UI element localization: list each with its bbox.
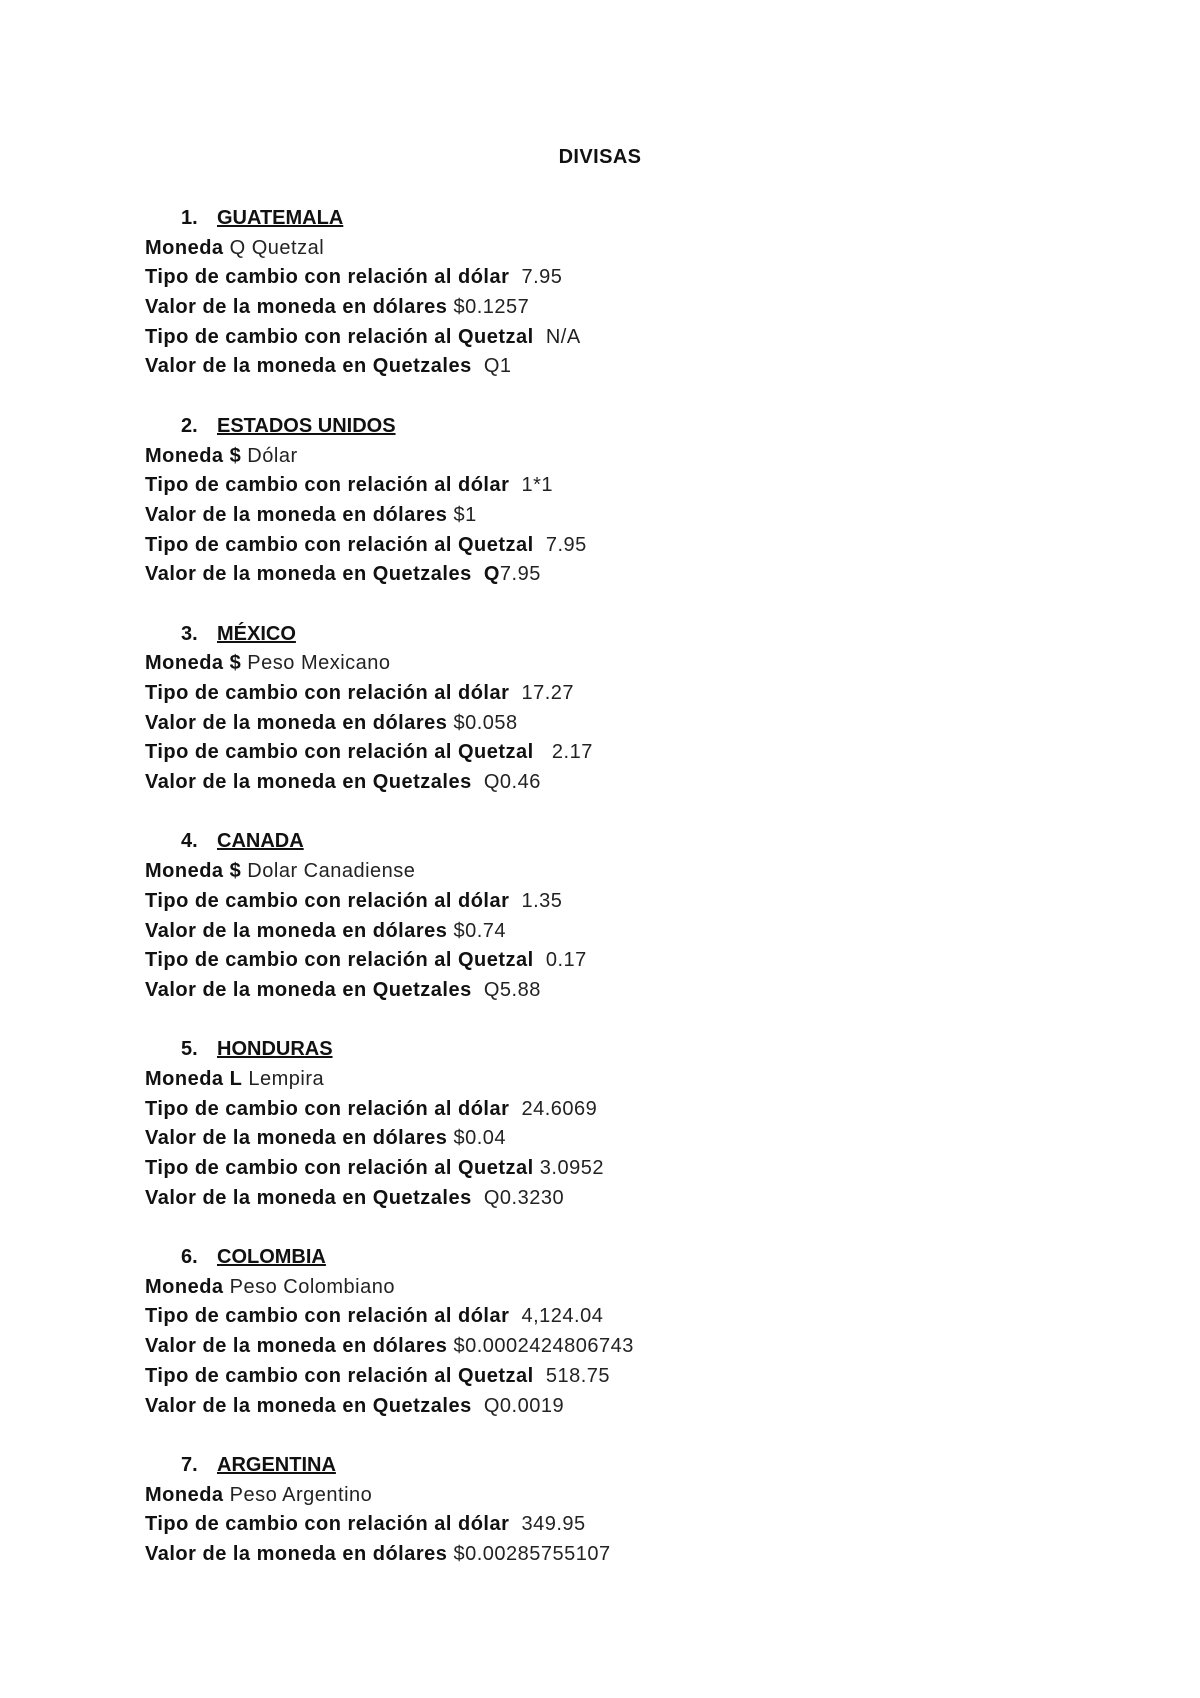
currency-row [145, 1510, 1045, 1540]
currency-row [145, 768, 1045, 798]
currency-row [145, 560, 1045, 590]
currency-row [145, 1362, 1045, 1392]
country-name: ARGENTINA [217, 1453, 336, 1476]
row-value: 7.95 [509, 266, 563, 289]
row-value: 7.95 [533, 533, 587, 556]
country-section [145, 1035, 1045, 1213]
row-value: Q5.88 [471, 978, 541, 1001]
country-number: 2. [181, 414, 198, 437]
row-value: 17.27 [509, 682, 575, 704]
currency-row [145, 1154, 1045, 1184]
row-value: 3.0952 [533, 1157, 604, 1179]
country-heading [145, 1243, 1045, 1273]
currency-row [145, 1332, 1045, 1362]
country-section [145, 1243, 1045, 1421]
currency-row [145, 946, 1045, 976]
row-label: Tipo de cambio con relación al dólar [145, 682, 510, 704]
country-heading [145, 204, 1045, 234]
row-label: Tipo de cambio con relación al dólar [145, 1097, 510, 1120]
row-value: N/A [533, 325, 581, 348]
row-label: Moneda [145, 1067, 224, 1090]
row-value: Q0.46 [471, 771, 541, 794]
country-heading [145, 827, 1045, 857]
row-label: Moneda [145, 1483, 224, 1506]
row-value: 24.6069 [509, 1097, 598, 1120]
row-value: $1 [447, 503, 477, 526]
row-value: $0.00285755107 [447, 1542, 611, 1565]
country-section [145, 204, 1045, 382]
currency-row [145, 531, 1045, 561]
row-value: Q0.0019 [471, 1394, 565, 1417]
row-label: Valor de la moneda en dólares [145, 1127, 448, 1150]
currency-row [145, 234, 1045, 264]
row-label: Moneda [145, 652, 224, 675]
row-value: Q1 [471, 355, 512, 378]
currency-row [145, 263, 1045, 293]
currency-list [145, 204, 1045, 1599]
currency-row [145, 1124, 1045, 1154]
currency-row [145, 1095, 1045, 1125]
currency-row [145, 1392, 1045, 1422]
currency-row [145, 442, 1045, 472]
row-value: 518.75 [533, 1364, 611, 1387]
row-value: $0.0002424806743 [447, 1335, 634, 1358]
row-label: Tipo de cambio con relación al dólar [145, 1305, 510, 1328]
row-symbol: Q [471, 563, 500, 586]
row-label: Tipo de cambio con relación al Quetzal [145, 1157, 534, 1179]
row-value: 1*1 [509, 474, 554, 497]
currency-row [145, 293, 1045, 323]
row-symbol: L [223, 1067, 243, 1090]
country-name: HONDURAS [217, 1038, 333, 1061]
country-name: COLOMBIA [217, 1246, 326, 1269]
row-value: 0.17 [533, 949, 587, 972]
currency-row [145, 1302, 1045, 1332]
currency-row [145, 471, 1045, 501]
country-heading [145, 1035, 1045, 1065]
currency-row [145, 887, 1045, 917]
currency-row [145, 352, 1045, 382]
row-value: $0.058 [447, 711, 518, 734]
row-label: Valor de la moneda en dólares [145, 1542, 448, 1565]
country-name: MÉXICO [217, 622, 296, 645]
row-label: Moneda [145, 444, 224, 467]
row-label: Tipo de cambio con relación al dólar [145, 889, 510, 912]
row-label: Tipo de cambio con relación al Quetzal [145, 949, 534, 972]
row-value: Q0.3230 [471, 1186, 565, 1209]
row-label: Moneda [145, 1275, 224, 1298]
row-label: Tipo de cambio con relación al Quetzal [145, 325, 534, 348]
row-value: 4,124.04 [509, 1305, 604, 1328]
country-name: ESTADOS UNIDOS [217, 414, 396, 437]
row-value: Dolar Canadiense [241, 860, 416, 883]
country-section [145, 620, 1045, 798]
currency-row [145, 1273, 1045, 1303]
row-label: Tipo de cambio con relación al Quetzal [145, 1364, 534, 1387]
currency-row [145, 917, 1045, 947]
row-label: Valor de la moneda en dólares [145, 711, 448, 734]
country-number: 6. [181, 1246, 198, 1269]
row-label: Valor de la moneda en Quetzales [145, 1186, 472, 1209]
currency-row [145, 679, 1045, 709]
currency-row [145, 709, 1045, 739]
country-number: 3. [181, 622, 198, 645]
row-label: Valor de la moneda en dólares [145, 919, 448, 942]
country-name: CANADA [217, 830, 304, 853]
row-value: $0.1257 [447, 296, 530, 319]
row-symbol: $ [223, 860, 242, 883]
row-label: Tipo de cambio con relación al dólar [145, 266, 510, 289]
row-label: Moneda [145, 236, 224, 259]
country-section [145, 412, 1045, 590]
currency-row [145, 323, 1045, 353]
country-heading [145, 412, 1045, 442]
country-number: 1. [181, 207, 198, 229]
currency-row [145, 857, 1045, 887]
row-label: Valor de la moneda en dólares [145, 503, 448, 526]
currency-row [145, 501, 1045, 531]
row-label: Moneda [145, 860, 224, 883]
currency-row [145, 1184, 1045, 1214]
currency-row [145, 649, 1045, 679]
row-label: Valor de la moneda en Quetzales [145, 978, 472, 1001]
row-label: Valor de la moneda en Quetzales [145, 355, 472, 378]
document-title: DIVISAS [558, 146, 642, 168]
country-section [145, 1451, 1045, 1570]
row-value: $0.74 [447, 919, 506, 942]
row-label: Valor de la moneda en dólares [145, 1335, 448, 1358]
row-label: Valor de la moneda en Quetzales [145, 771, 472, 794]
country-section [145, 827, 1045, 1005]
row-value: 7.95 [499, 563, 541, 586]
row-value: Peso Argentino [223, 1483, 373, 1506]
row-value: Lempira [242, 1067, 325, 1090]
country-heading [145, 620, 1045, 650]
row-value: Peso Colombiano [223, 1275, 395, 1298]
row-label: Valor de la moneda en dólares [145, 296, 448, 319]
row-value: Dólar [241, 444, 298, 467]
currency-row [145, 738, 1045, 768]
country-heading [145, 1451, 1045, 1481]
row-label: Tipo de cambio con relación al Quetzal [145, 533, 534, 556]
row-label: Tipo de cambio con relación al dólar [145, 474, 510, 497]
row-value: 1.35 [509, 889, 563, 912]
row-label: Valor de la moneda en Quetzales [145, 1394, 472, 1417]
row-value: $0.04 [447, 1127, 506, 1150]
row-value: Peso Mexicano [241, 652, 391, 675]
row-label: Tipo de cambio con relación al Quetzal [145, 741, 534, 764]
country-name: GUATEMALA [217, 207, 344, 229]
row-symbol: $ [223, 444, 242, 467]
row-value: 349.95 [509, 1513, 586, 1536]
currency-row [145, 1481, 1045, 1511]
row-label: Tipo de cambio con relación al dólar [145, 1513, 510, 1536]
country-number: 7. [181, 1453, 198, 1476]
row-symbol: $ [223, 652, 242, 675]
row-label: Valor de la moneda en Quetzales [145, 563, 472, 586]
country-number: 4. [181, 830, 198, 853]
country-number: 5. [181, 1038, 198, 1061]
currency-row [145, 1540, 1045, 1570]
row-value: Q Quetzal [223, 236, 325, 259]
row-value: 2.17 [533, 741, 593, 764]
currency-row [145, 976, 1045, 1006]
currency-row [145, 1065, 1045, 1095]
